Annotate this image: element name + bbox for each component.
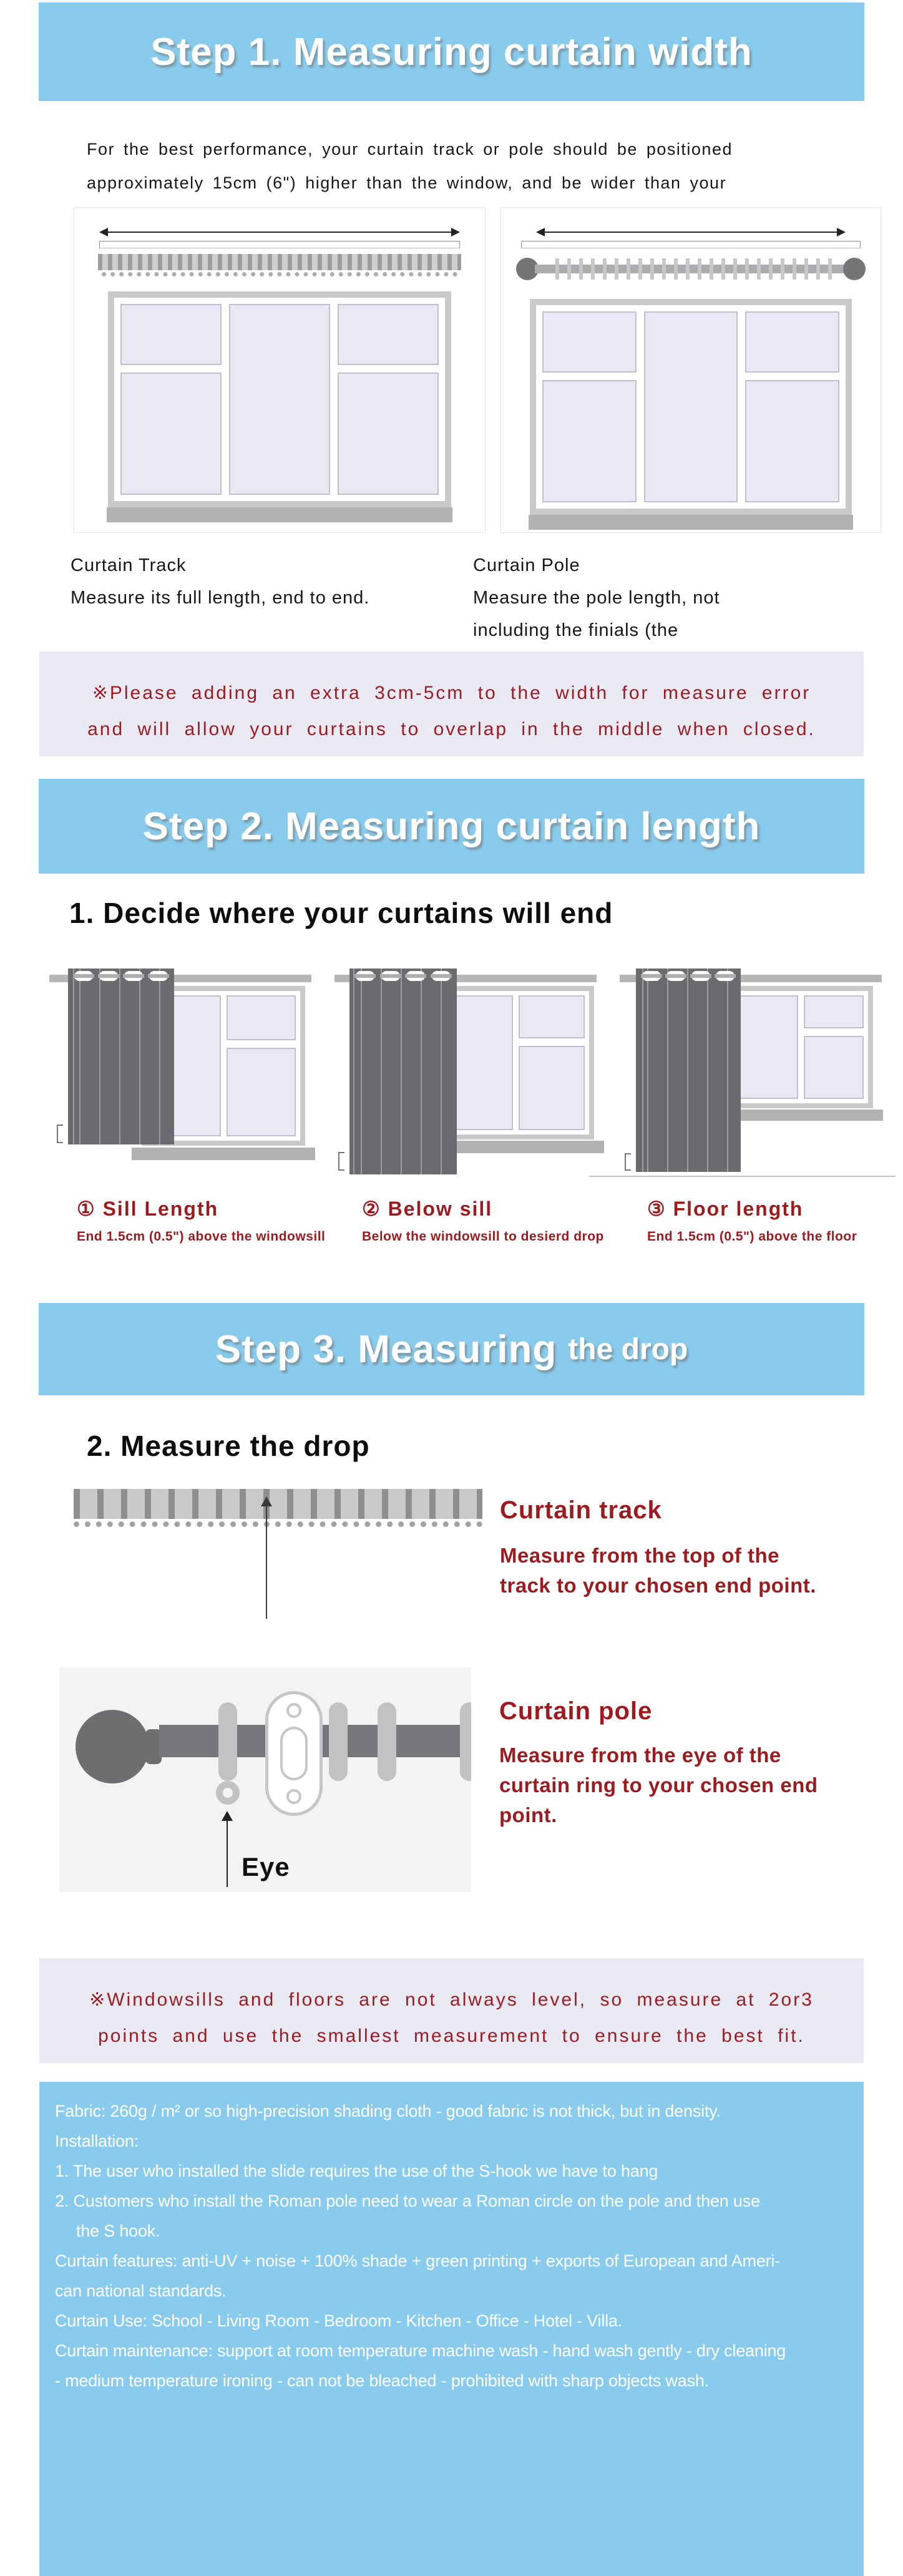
floor-line [589, 1176, 896, 1177]
info-line: - medium temperature ironing - can not be bleached - prohibited with sharp objects wash. [55, 2371, 709, 2390]
intro-line-2: approximately 15cm (6") higher than the window, and be wider than your [87, 173, 727, 192]
step2-banner [39, 779, 864, 874]
curtain-track-caption-title: Curtain Track [71, 555, 187, 575]
curtain-pole-caption-title: Curtain Pole [473, 555, 580, 575]
below-sill-graphic [332, 961, 602, 1181]
step1-captions [71, 549, 864, 646]
sill-length-graphic [47, 961, 316, 1181]
curtain-ring-graphic [378, 1702, 396, 1781]
fig-label-title: ③ Floor length [647, 1198, 804, 1220]
fig-label-subtitle: End 1.5cm (0.5") above the windowsill [77, 1229, 326, 1244]
info-line: Curtain maintenance: support at room temperature machine wash - hand wash gently - dry cleaning [55, 2341, 786, 2360]
fig-label [647, 1197, 887, 1244]
curtain-pole-illustration [500, 207, 881, 533]
finial-right [843, 258, 866, 280]
step2-banner-title: Step 2. Measuring curtain length [142, 804, 761, 848]
measure-extent-box [521, 241, 861, 248]
curtain-pole-caption-line1: Measure the pole length, not [473, 588, 720, 608]
curtain-track-text [500, 1484, 816, 1640]
up-arrow-icon [266, 1499, 267, 1619]
end-point-bracket-icon [625, 1153, 631, 1171]
level-note-line2: points and use the smallest measurement to ensure the best fit. [98, 2026, 805, 2046]
curtain-track-caption [71, 549, 473, 646]
step1-intro-text [87, 132, 864, 200]
ring-eye-graphic [216, 1781, 240, 1805]
fig-label [77, 1197, 326, 1244]
info-line: 1. The user who installed the slide requires the use of the S-hook we have to hang [55, 2162, 658, 2180]
width-note-line2: and will allow your curtains to overlap in the middle when closed. [87, 719, 816, 739]
curtain-length-figures [47, 961, 903, 1244]
curtain-pole-caption-line2: including the finials (the [473, 620, 679, 640]
fig-label-title: ① Sill Length [77, 1198, 219, 1220]
curtain-pole-drop-graphic [59, 1667, 471, 1892]
level-note [39, 1958, 864, 2063]
fig-floor-length [617, 961, 887, 1244]
info-line: Curtain Use: School - Living Room - Bedroom - Kitchen - Office - Hotel - Villa. [55, 2311, 623, 2330]
curtain-pole-text [499, 1667, 818, 1892]
measure-extent-box [99, 241, 460, 248]
step1-illustrations [74, 207, 903, 533]
pole-body-line2: curtain ring to your chosen end [499, 1773, 818, 1797]
track-glider-dots [102, 272, 457, 276]
windowsill-graphic [107, 507, 452, 522]
curtain-track-illustration [74, 207, 486, 533]
fig-label-title: ② Below sill [362, 1198, 493, 1220]
curtain-pole-caption [473, 549, 864, 646]
pole-rings [547, 258, 834, 280]
wall-bracket-graphic [265, 1691, 323, 1816]
curtain-ring-graphic [329, 1702, 348, 1781]
width-note [39, 651, 864, 756]
step3-banner-title: Step 3. Measuring [215, 1327, 557, 1371]
pole-drop-figure [59, 1667, 903, 1892]
track-body-line1: Measure from the top of the [500, 1544, 780, 1567]
step2-heading: 1. Decide where your curtains will end [69, 897, 613, 929]
step3-heading: 2. Measure the drop [87, 1430, 370, 1462]
width-measure-arrow-icon [536, 228, 846, 237]
step1-banner-title: Step 1. Measuring curtain width [150, 30, 753, 74]
windowsill-graphic [529, 515, 853, 530]
window-graphic [530, 299, 852, 530]
product-info-section [39, 2082, 864, 2576]
end-point-bracket-icon [338, 1152, 344, 1171]
curtain-ring-graphic [218, 1702, 237, 1781]
intro-line-1: For the best performance, your curtain track or pole should be positioned [87, 140, 733, 159]
curtain-track-graphic [98, 254, 461, 270]
curtain-panel-graphic [349, 968, 457, 1174]
track-body-line2: track to your chosen end point. [500, 1574, 816, 1597]
info-line: Fabric: 260g / m² or so high-precision shading cloth - good fabric is not thick, but in density. [55, 2102, 721, 2120]
fig-label-subtitle: Below the windowsill to desierd drop [362, 1229, 604, 1244]
fig-sill-length [47, 961, 326, 1244]
track-drop-figure [74, 1484, 903, 1640]
finial-graphic [76, 1710, 149, 1783]
window-graphic [108, 291, 451, 522]
curtain-track-caption-body: Measure its full length, end to end. [71, 588, 370, 608]
curtain-track-drop-graphic [74, 1484, 482, 1640]
end-point-bracket-icon [57, 1125, 63, 1143]
curtain-track-title: Curtain track [500, 1496, 662, 1524]
curtain-pole-graphic [520, 254, 862, 284]
fig-label-subtitle: End 1.5cm (0.5") above the floor [647, 1229, 857, 1244]
pole-body-line3: point. [499, 1803, 557, 1827]
curtain-pole-title: Curtain pole [499, 1697, 653, 1725]
floor-length-graphic [617, 961, 887, 1181]
info-line: 2. Customers who install the Roman pole need to wear a Roman circle on the pole and then use [55, 2192, 760, 2210]
measuring-guide-page [0, 2, 903, 2576]
fig-label [362, 1197, 602, 1244]
info-line: Curtain features: anti-UV + noise + 100% shade + green printing + exports of European and Ameri- [55, 2252, 781, 2270]
step3-banner-subtitle: the drop [568, 1332, 688, 1366]
up-arrow-icon [227, 1813, 228, 1887]
info-line: can national standards. [55, 2281, 227, 2300]
curtain-panel-graphic [68, 968, 174, 1144]
info-line: Installation: [55, 2132, 139, 2150]
width-note-line1: ※Please adding an extra 3cm-5cm to the width for measure error [92, 683, 811, 703]
width-measure-arrow-icon [99, 228, 460, 237]
fig-below-sill [332, 961, 602, 1244]
step3-banner [39, 1303, 864, 1395]
info-line: the S hook. [76, 2222, 160, 2240]
eye-label: Eye [242, 1852, 290, 1881]
curtain-panel-graphic [636, 968, 741, 1172]
curtain-ring-graphic [460, 1702, 471, 1781]
level-note-line1: ※Windowsills and floors are not always level, so measure at 2or3 [89, 1989, 814, 2010]
step1-banner [39, 2, 864, 101]
pole-body-line1: Measure from the eye of the [499, 1744, 781, 1767]
